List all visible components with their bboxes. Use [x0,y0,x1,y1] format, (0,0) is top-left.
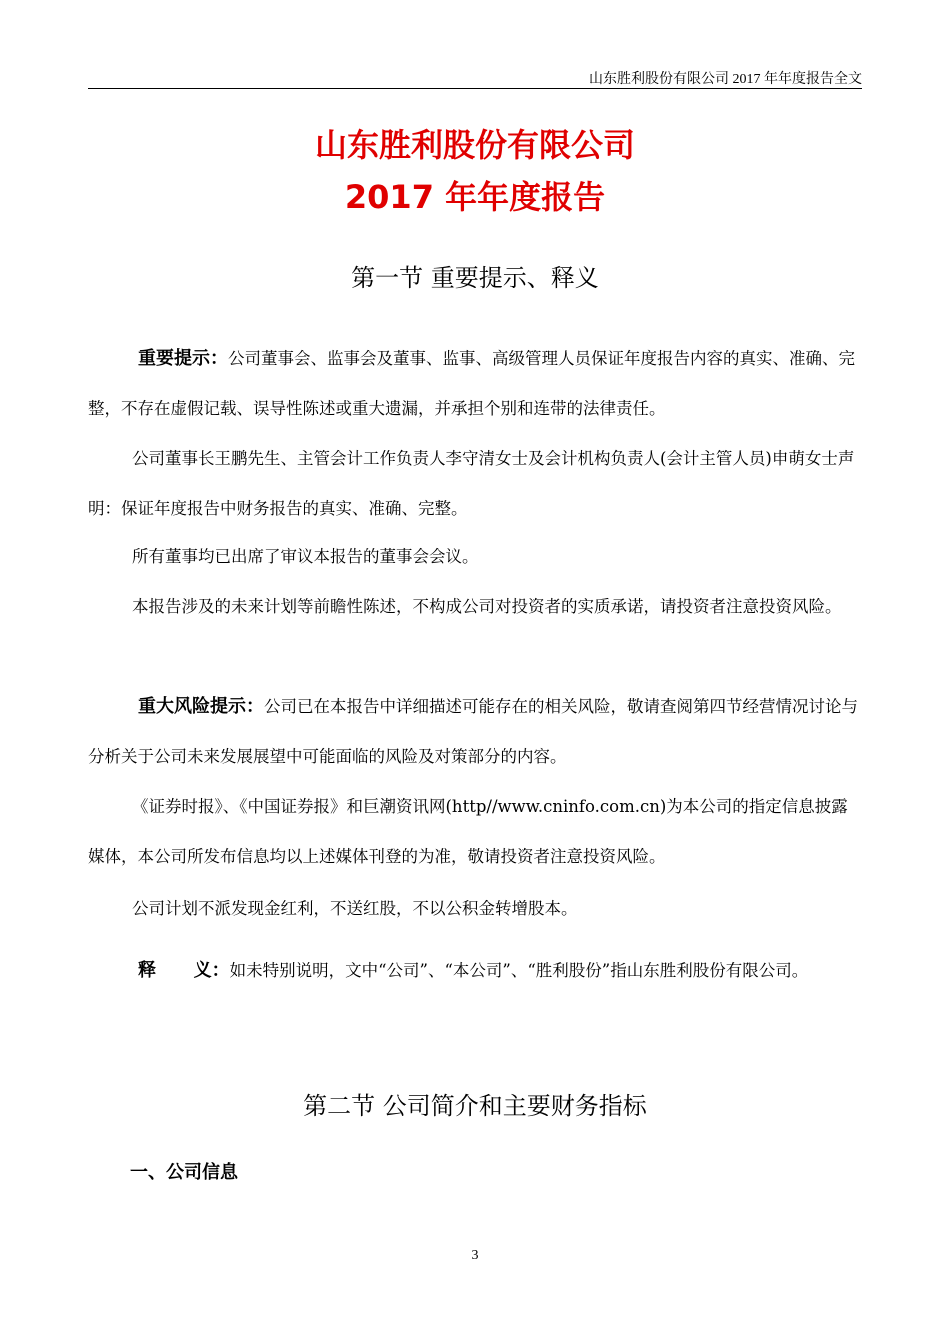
definitions [88,946,862,996]
forward-looking-statement [88,582,862,632]
dividend-plan-text: 公司计划不派发现金红利，不送红股，不以公积金转增股本。 [132,899,578,918]
responsibility-statement [88,434,862,534]
board-attendance-text: 所有董事均已出席了审议本报告的董事会会议。 [132,547,479,566]
disclosure-media [88,782,862,882]
disclosure-media-text: 《证券时报》、《中国证券报》和巨潮资讯网(http//www.cninfo.com.cn)为本公司的指定信息披露媒体，本公司所发布信息均以上述媒体刊登的为准，敬请投资者注意投资风险。 [88,797,848,866]
responsibility-statement-text: 公司董事长王鹏先生、主管会计工作负责人李守清女士及会计机构负责人(会计主管人员)申萌女士声明：保证年度报告中财务报告的真实、准确、完整。 [88,449,855,518]
major-risk-notice [88,682,862,782]
board-attendance [88,532,862,582]
major-risk-text: 公司已在本报告中详细描述可能存在的相关风险，敬请查阅第四节经营情况讨论与分析关于公司未来发展展望中可能面临的风险及对策部分的内容。 [88,697,858,766]
major-risk-label: 重大风险提示： [138,696,264,717]
dividend-plan [88,884,862,934]
report-title-company: 山东胜利股份有限公司 [314,126,635,164]
important-notice-label: 重要提示： [138,348,228,369]
forward-looking-text: 本报告涉及的未来计划等前瞻性陈述，不构成公司对投资者的实质承诺，请投资者注意投资风险。 [132,597,842,616]
company-info-subheading: 一、公司信息 [130,1162,238,1183]
header-rule [88,88,862,89]
section-1-heading: 第一节 重要提示、释义 [351,264,599,292]
important-notice-text: 公司董事会、监事会及董事、监事、高级管理人员保证年度报告内容的真实、准确、完整，不存在虚假记载、误导性陈述或重大遗漏，并承担个别和连带的法律责任。 [88,349,855,418]
page-number: 3 [471,1248,479,1263]
definitions-text: 如未特别说明，文中“公司”、“本公司”、“胜利股份”指山东胜利股份有限公司。 [229,961,809,980]
important-notice [88,334,862,434]
section-2-heading: 第二节 公司简介和主要财务指标 [303,1092,647,1120]
running-header: 山东胜利股份有限公司 2017 年年度报告全文 [589,72,862,87]
definitions-label: 释 义： [138,960,230,981]
report-title-year: 2017 年年度报告 [344,178,606,216]
